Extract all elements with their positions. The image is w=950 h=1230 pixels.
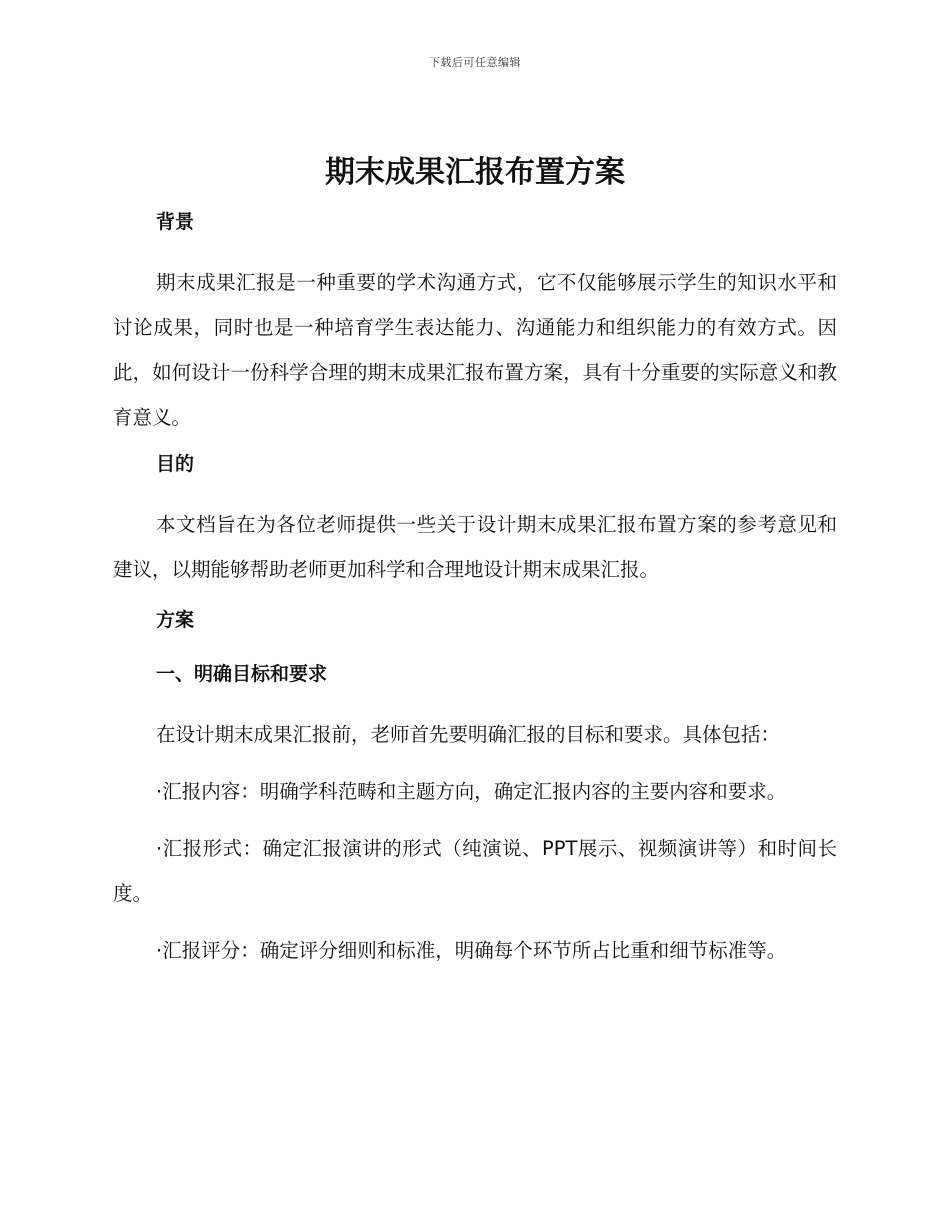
bullet-item: ·汇报内容：明确学科范畴和主题方向，确定汇报内容的主要内容和要求。: [156, 780, 787, 803]
step1-heading: 一、明确目标和要求: [156, 663, 328, 685]
section-heading-purpose: 目的: [156, 453, 195, 475]
section-heading-plan: 方案: [156, 609, 195, 631]
background-paragraph: 期末成果汇报是一种重要的学术沟通方式，它不仅能够展示学生的知识水平和讨论成果，同时也是一种培育学生表达能力、沟通能力和组织能力的有效方式。因此，如何设计一份科学合理的期末成果汇报布置方案，具有十分重要的实际意义和教育意义。: [113, 271, 837, 429]
purpose-paragraph: 本文档旨在为各位老师提供一些关于设计期末成果汇报布置方案的参考意见和建议，以期能够帮助老师更加科学和合理地设计期末成果汇报。: [113, 513, 837, 581]
step1-intro-paragraph: 在设计期末成果汇报前，老师首先要明确汇报的目标和要求。具体包括：: [156, 723, 781, 746]
document-body: [113, 146, 837, 985]
bullet-item: ·汇报评分：确定评分细则和标准，明确每个环节所占比重和细节标准等。: [156, 939, 787, 962]
document-title: 期末成果汇报布置方案: [325, 155, 625, 190]
bullet-item: ·汇报形式：确定汇报演讲的形式（纯演说、PPT展示、视频演讲等）和时间长度。: [113, 837, 837, 905]
page-header-note: 下载后可任意编辑: [429, 56, 521, 69]
section-heading-background: 背景: [156, 211, 195, 233]
